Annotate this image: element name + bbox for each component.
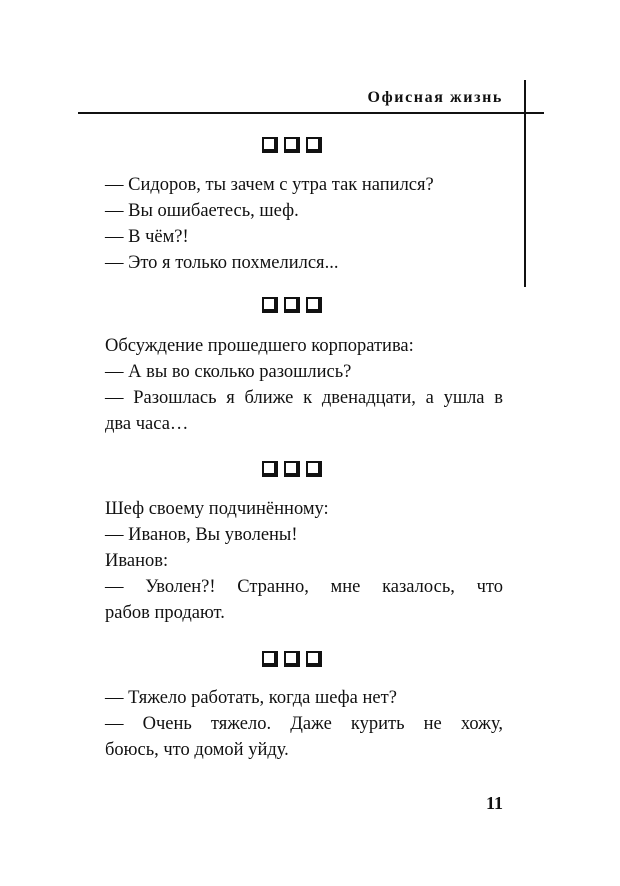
- joke-2-line-1: Обсуждение прошедшего корпоратива:: [105, 336, 414, 356]
- joke-4-line-3: боюсь, что домой уйду.: [105, 740, 289, 760]
- header-rule-vertical: [524, 80, 526, 287]
- divider-square-icon: [306, 137, 322, 153]
- header-rule-horizontal: [78, 112, 544, 114]
- divider-square-icon: [284, 651, 300, 667]
- divider-square-icon: [262, 297, 278, 313]
- divider-square-icon: [262, 461, 278, 477]
- joke-1-line-2: — Вы ошибаетесь, шеф.: [105, 201, 299, 221]
- joke-1-line-4: — Это я только похмелился...: [105, 253, 339, 273]
- joke-3-line-4: — Уволен?! Странно, мне казалось, что: [105, 577, 503, 597]
- section-divider: [262, 297, 322, 313]
- divider-square-icon: [284, 461, 300, 477]
- running-header-title: Офисная жизнь: [367, 89, 503, 106]
- joke-3-line-2: — Иванов, Вы уволены!: [105, 525, 298, 545]
- divider-square-icon: [262, 651, 278, 667]
- section-divider: [262, 137, 322, 153]
- divider-square-icon: [306, 651, 322, 667]
- joke-4-line-1: — Тяжело работать, когда шефа нет?: [105, 688, 397, 708]
- joke-2-line-4: два часа…: [105, 414, 189, 434]
- joke-3-line-5: рабов продают.: [105, 603, 225, 623]
- joke-1-line-3: — В чём?!: [105, 227, 189, 247]
- divider-square-icon: [262, 137, 278, 153]
- joke-3-line-1: Шеф своему подчинённому:: [105, 499, 329, 519]
- page-number: 11: [485, 793, 503, 813]
- section-divider: [262, 461, 322, 477]
- divider-square-icon: [306, 461, 322, 477]
- joke-2-line-2: — А вы во сколько разошлись?: [105, 362, 352, 382]
- section-divider: [262, 651, 322, 667]
- divider-square-icon: [284, 137, 300, 153]
- divider-square-icon: [284, 297, 300, 313]
- joke-4-line-2: — Очень тяжело. Даже курить не хожу,: [105, 714, 503, 734]
- joke-3-line-3: Иванов:: [105, 551, 169, 571]
- joke-2-line-3: — Разошлась я ближе к двенадцати, а ушла в: [105, 388, 503, 408]
- joke-1-line-1: — Сидоров, ты зачем с утра так напился?: [105, 175, 434, 195]
- divider-square-icon: [306, 297, 322, 313]
